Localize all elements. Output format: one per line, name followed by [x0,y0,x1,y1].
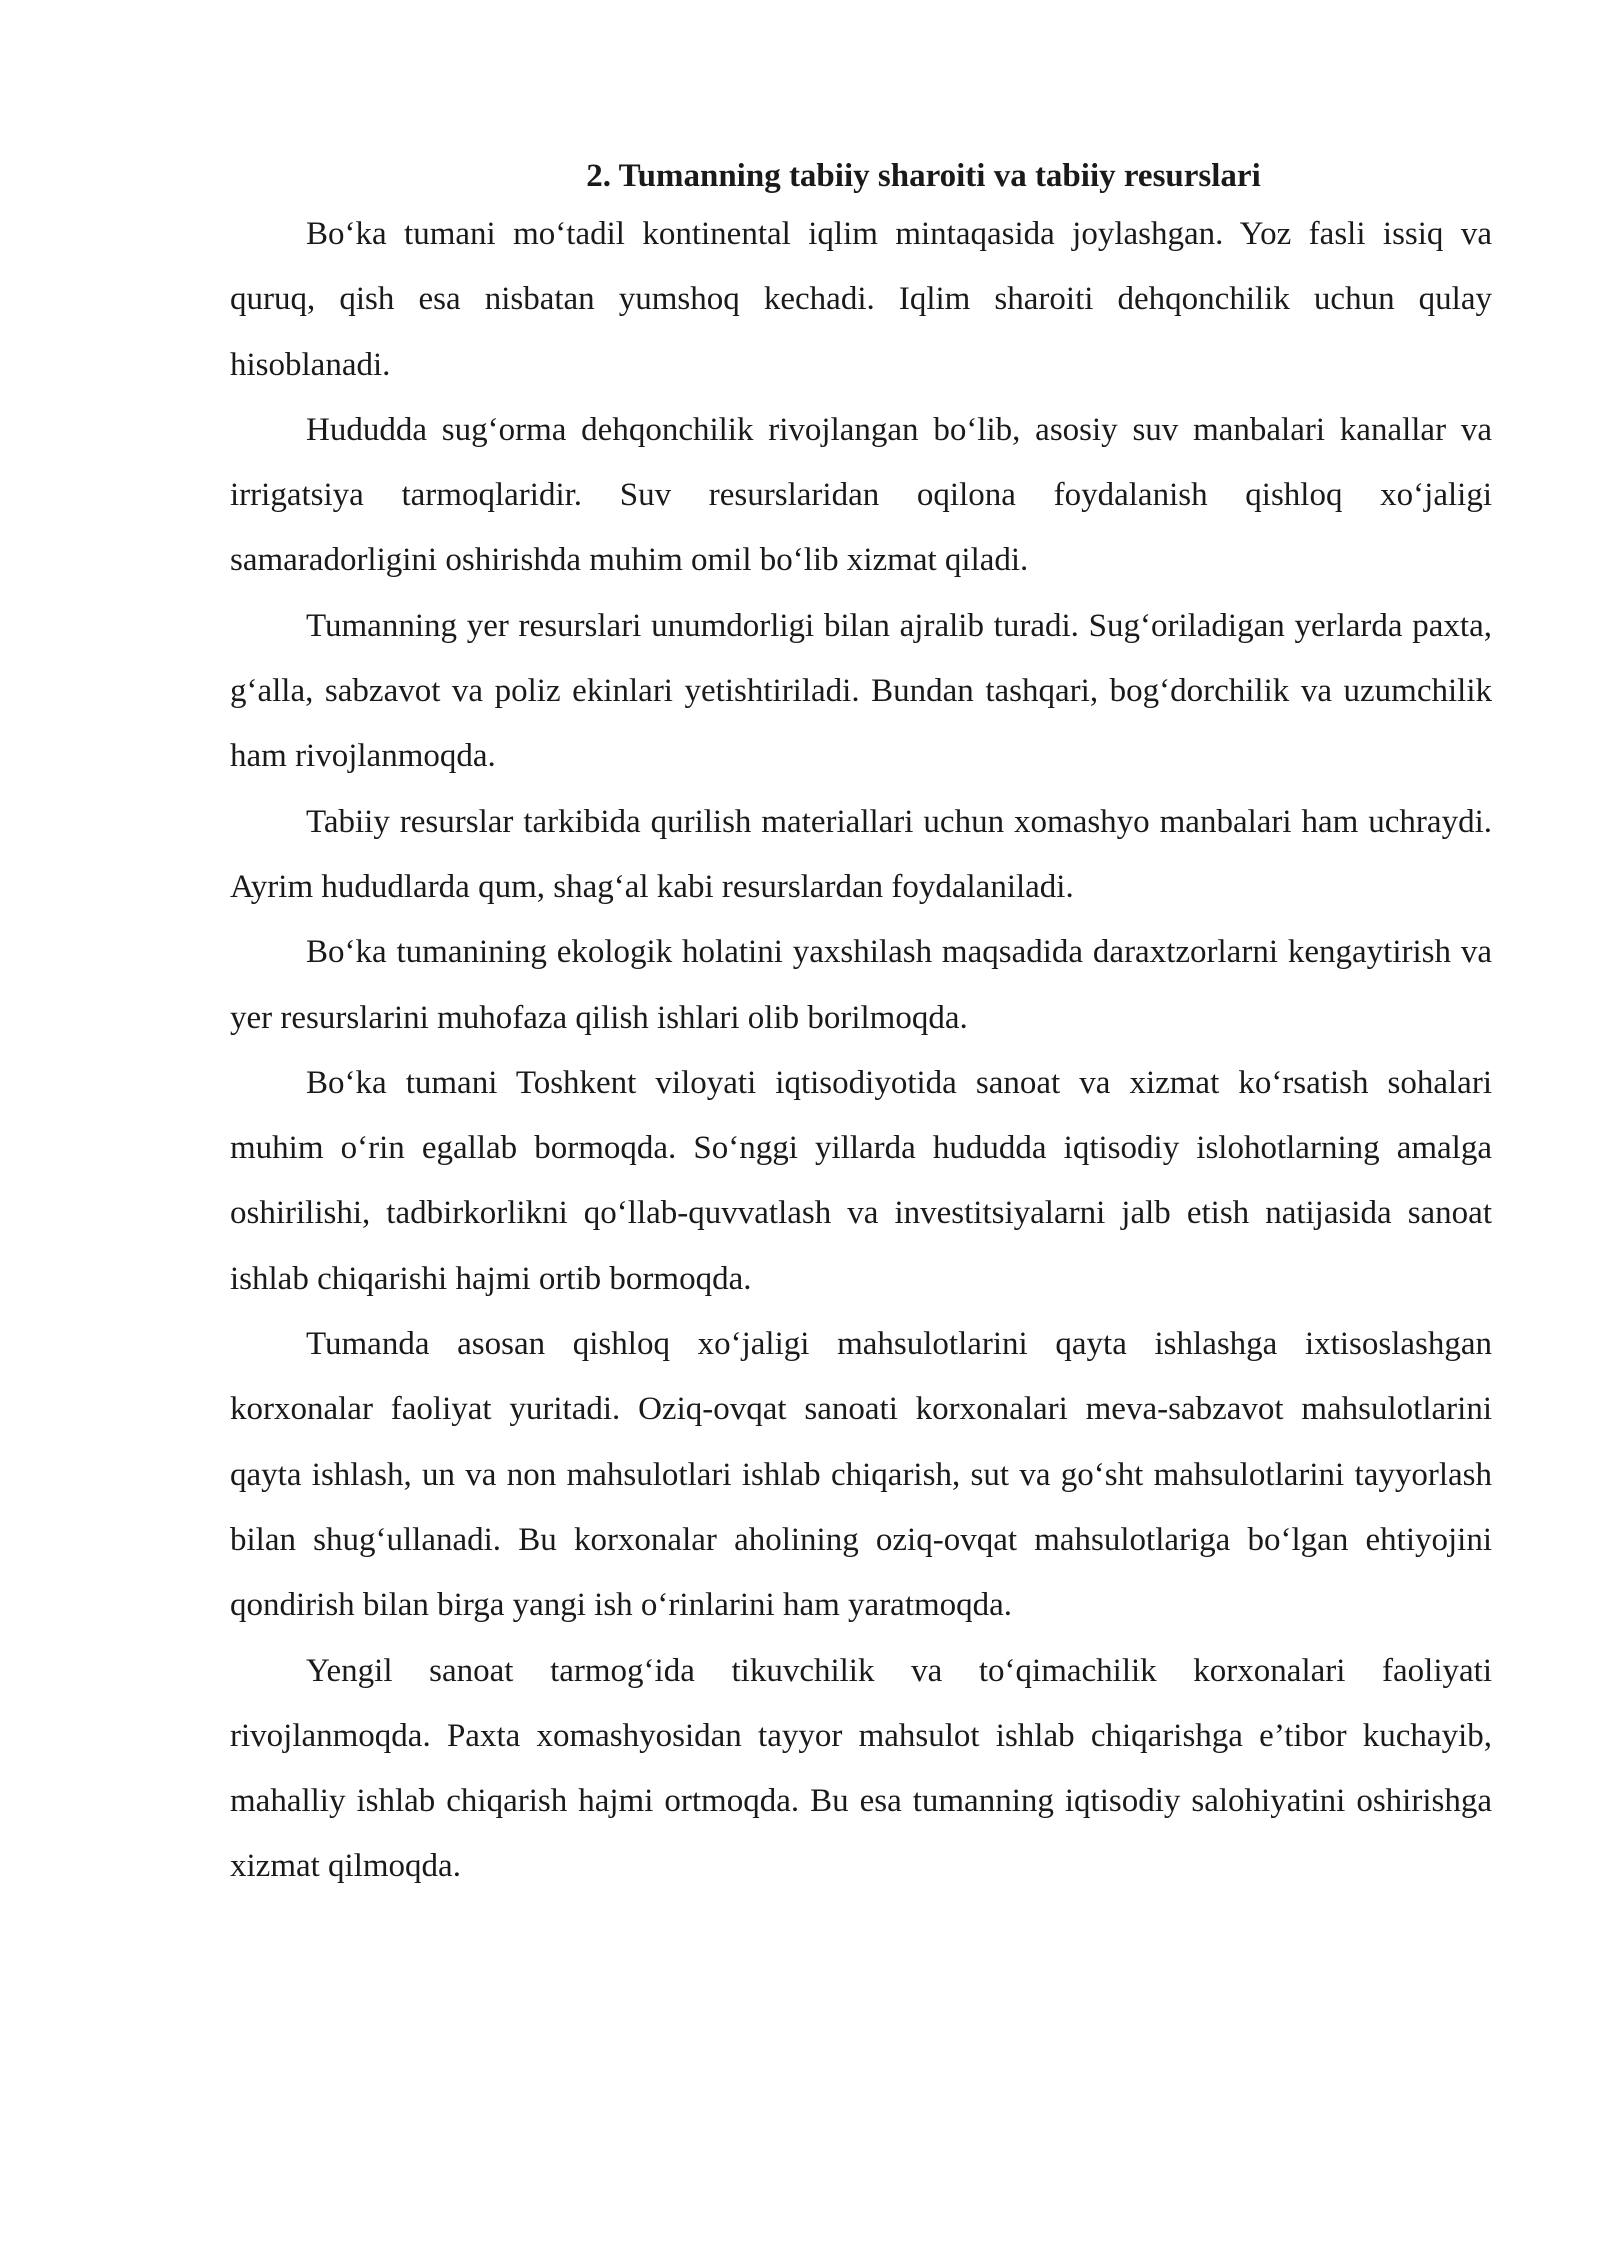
paragraph-5: Bo‘ka tumanining ekologik holatini yaxshilash maqsadida daraxtzorlarni kengaytirish va yer resurslarini muhofaza qilish ishlari olib borilmoqda. [230,934,1492,1036]
section-heading: 2. Tumanning tabiiy sharoiti va tabiiy resurslari [586,158,1261,194]
paragraph-4: Tabiiy resurslar tarkibida qurilish materiallari uchun xomashyo manbalari ham uchraydi. Ayrim hududlarda qum, shag‘al kabi resurslardan foydalaniladi. [230,803,1492,905]
paragraph-6: Bo‘ka tumani Toshkent viloyati iqtisodiyotida sanoat va xizmat ko‘rsatish sohalari muhim o‘rin egallab bormoqda. So‘nggi yillarda hududda iqtisodiy islohotlarning amalga oshirilishi, tadbirkorlikni qo‘llab-quvvatlash va investitsiyalarni jalb etish natijasida sanoat ishlab chiqarishi hajmi ortib bormoqda. [230,1064,1492,1297]
paragraph-7: Tumanda asosan qishloq xo‘jaligi mahsulotlarini qayta ishlashga ixtisoslashgan korxonalar faoliyat yuritadi. Oziq-ovqat sanoati korxonalari meva-sabzavot mahsulotlarini qayta ishlash, un va non mahsulotlari ishlab chiqarish, sut va go‘sht mahsulotlarini tayyorlash bilan shug‘ullanadi. Bu korxonalar aholining oziq-ovqat mahsulotlariga bo‘lgan ehtiyojini qondirish bilan birga yangi ish o‘rinlarini ham yaratmoqda. [230,1326,1492,1624]
paragraph-3: Tumanning yer resurslari unumdorligi bilan ajralib turadi. Sug‘oriladigan yerlarda paxta, g‘alla, sabzavot va poliz ekinlari yetishtiriladi. Bundan tashqari, bog‘dorchilik va uzumchilik ham rivojlanmoqda. [230,607,1492,775]
document-page [230,150,1492,1900]
paragraph-8: Yengil sanoat tarmog‘ida tikuvchilik va to‘qimachilik korxonalari faoliyati rivojlanmoqda. Paxta xomashyosidan tayyor mahsulot ishlab chiqarishga e’tibor kuchayib, mahalliy ishlab chiqarish hajmi ortmoqda. Bu esa tumanning iqtisodiy salohiyatini oshirishga xizmat qilmoqda. [230,1652,1492,1885]
paragraph-1: Bo‘ka tumani mo‘tadil kontinental iqlim mintaqasida joylashgan. Yoz fasli issiq va quruq, qish esa nisbatan yumshoq kechadi. Iqlim sharoiti dehqonchilik uchun qulay hisoblanadi. [230,216,1492,383]
paragraph-2: Hududda sug‘orma dehqonchilik rivojlangan bo‘lib, asosiy suv manbalari kanallar va irrigatsiya tarmoqlaridir. Suv resurslaridan oqilona foydalanish qishloq xo‘jaligi samaradorligini oshirishda muhim omil bo‘lib xizmat qiladi. [230,411,1492,579]
